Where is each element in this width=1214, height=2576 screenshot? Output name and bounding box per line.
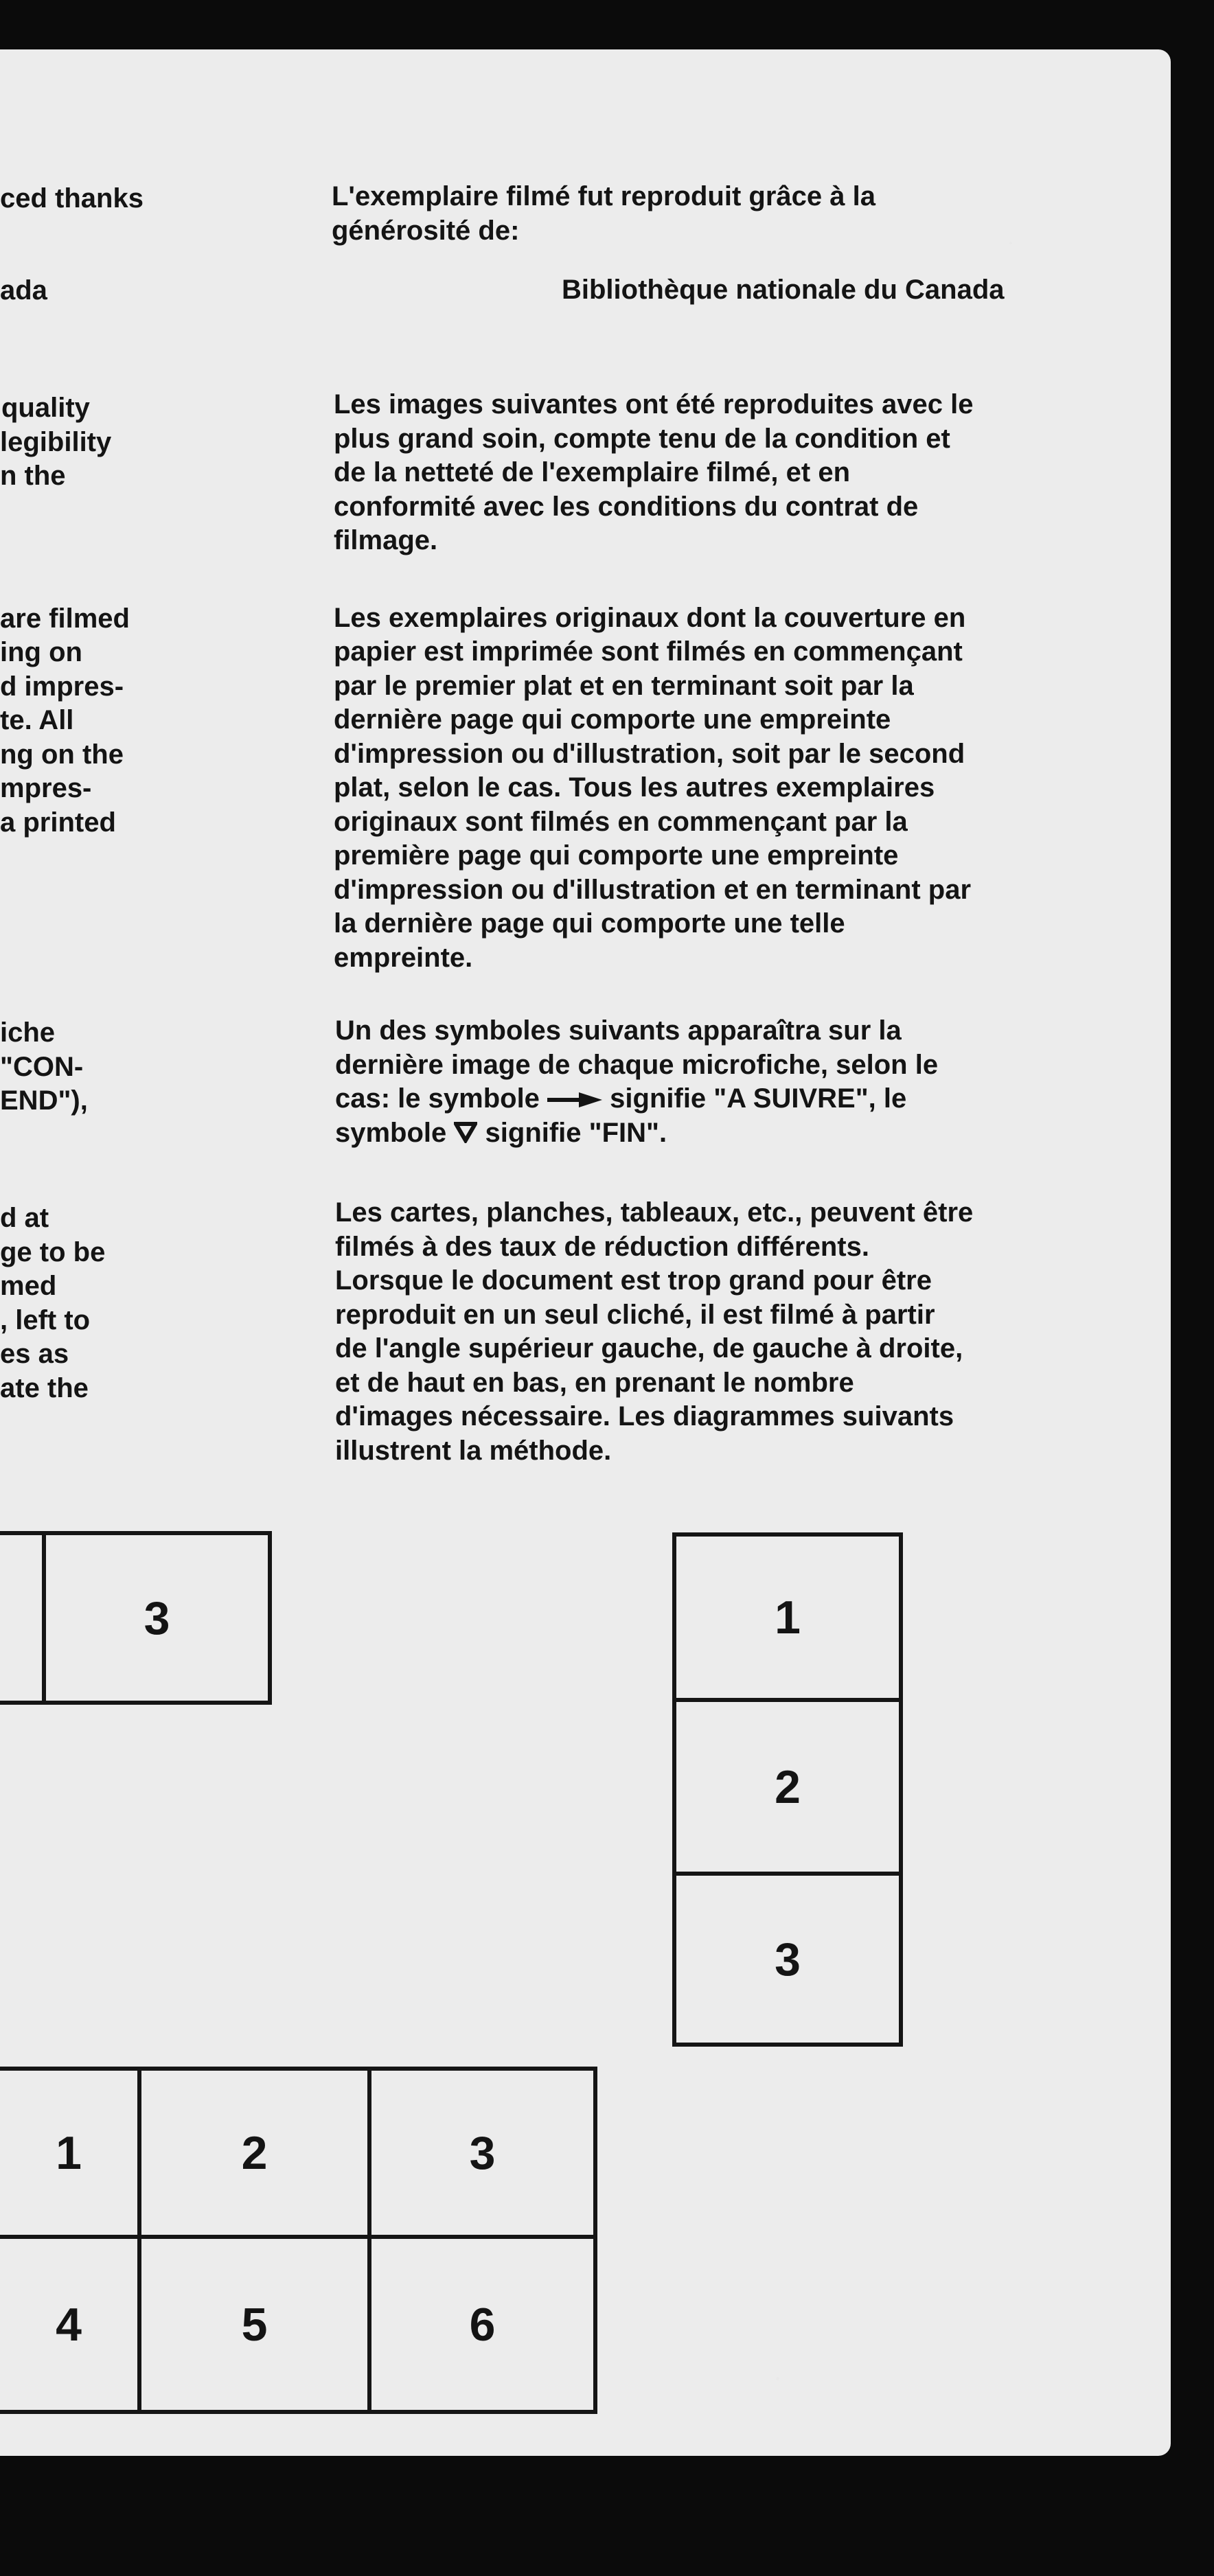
- left-line: iche: [0, 1017, 56, 1048]
- left-line: es as: [0, 1339, 69, 1369]
- left-line: a printed: [0, 807, 116, 838]
- paragraph-2-line: empreinte.: [334, 943, 473, 973]
- left-line: "CON-: [0, 1052, 84, 1082]
- left-line: mpres-: [0, 773, 92, 803]
- paragraph-2-line: plat, selon le cas. Tous les autres exemplaires: [334, 772, 935, 803]
- intro-line: L'exemplaire filmé fut reproduit grâce à la: [332, 181, 875, 211]
- paragraph-4-line: reproduit en un seul cliché, il est filmé à partir: [335, 1300, 935, 1330]
- left-line: quality: [1, 393, 90, 423]
- left-line: ada: [0, 275, 47, 306]
- paragraph-2-line: dernière page qui comporte une empreinte: [334, 704, 891, 735]
- paragraph-3-line: Un des symboles suivants apparaîtra sur la: [335, 1015, 902, 1046]
- symbol-text: symbole: [335, 1118, 455, 1148]
- left-line: d impres-: [0, 671, 124, 702]
- paragraph-3-line: [335, 1082, 906, 1116]
- diagram-cell: 2: [775, 1760, 801, 1813]
- paragraph-1-line: conformité avec les conditions du contrat de: [334, 492, 919, 522]
- left-line: te. All: [0, 705, 74, 735]
- paragraph-2-line: par le premier plat et en terminant soit par la: [334, 671, 914, 701]
- paragraph-3-line: [335, 1116, 667, 1151]
- diagram-cell: 1: [775, 1591, 801, 1644]
- diagram-cell: 3: [775, 1933, 801, 1986]
- paragraph-4-line: et de haut en bas, en prenant le nombre: [335, 1368, 854, 1398]
- left-line: med: [0, 1271, 57, 1301]
- symbol-text: signifie "A SUIVRE", le: [602, 1083, 907, 1114]
- symbol-text: signifie "FIN".: [477, 1118, 667, 1148]
- diagram-cell: 4: [56, 2298, 82, 2351]
- paragraph-2-line: la dernière page qui comporte une telle: [334, 908, 845, 939]
- left-line: are filmed: [0, 603, 130, 634]
- diagram-cell: 3: [469, 2126, 496, 2179]
- paragraph-2-line: Les exemplaires originaux dont la couverture en: [334, 603, 966, 633]
- left-line: n the: [0, 461, 66, 491]
- paragraph-4-line: Les cartes, planches, tableaux, etc., peuvent être: [335, 1197, 974, 1228]
- left-line: ng on the: [0, 739, 124, 770]
- paragraph-2-line: d'impression ou d'illustration et en terminant par: [334, 875, 972, 905]
- arrow-right-icon: [547, 1091, 602, 1109]
- institution-name: Bibliothèque nationale du Canada: [562, 275, 1005, 305]
- paragraph-2-line: d'impression ou d'illustration, soit par le second: [334, 739, 965, 769]
- left-line: ate the: [0, 1373, 89, 1403]
- left-line: , left to: [0, 1305, 91, 1335]
- scan-speck: [1009, 242, 1012, 244]
- left-line: ge to be: [0, 1237, 106, 1267]
- diagram-cell: 5: [241, 2298, 268, 2351]
- triangle-down-icon: [454, 1121, 477, 1143]
- left-line: d at: [0, 1203, 49, 1233]
- diagram-cell: 3: [144, 1591, 170, 1644]
- left-line: END"),: [0, 1085, 88, 1116]
- paragraph-1-line: plus grand soin, compte tenu de la condition et: [334, 424, 950, 454]
- left-line: legibility: [0, 427, 112, 457]
- diagram-cell: 1: [56, 2126, 82, 2179]
- paragraph-3-line: dernière image de chaque microfiche, selon le: [335, 1050, 939, 1080]
- symbol-text: cas: le symbole: [335, 1083, 548, 1114]
- paragraph-4-line: d'images nécessaire. Les diagrammes suivants: [335, 1401, 954, 1431]
- left-line: ced thanks: [0, 183, 144, 214]
- paragraph-4-line: de l'angle supérieur gauche, de gauche à droite,: [335, 1333, 963, 1364]
- diagram-cell: 2: [241, 2126, 268, 2179]
- paragraph-4-line: illustrent la méthode.: [335, 1436, 612, 1466]
- scan-speck: [776, 2377, 779, 2380]
- left-line: ing on: [0, 637, 82, 667]
- paragraph-2-line: originaux sont filmés en commençant par la: [334, 807, 908, 837]
- paragraph-4-line: filmés à des taux de réduction différents.: [335, 1232, 869, 1262]
- paragraph-1-line: Les images suivantes ont été reproduites avec le: [334, 389, 974, 419]
- diagram-cell: 6: [469, 2298, 496, 2351]
- paragraph-1-line: filmage.: [334, 525, 438, 555]
- paragraph-2-line: papier est imprimée sont filmés en commençant: [334, 636, 963, 667]
- intro-line: générosité de:: [332, 216, 520, 246]
- paragraph-1-line: de la netteté de l'exemplaire filmé, et en: [334, 457, 851, 487]
- paragraph-2-line: première page qui comporte une empreinte: [334, 840, 899, 871]
- paragraph-4-line: Lorsque le document est trop grand pour être: [335, 1265, 932, 1296]
